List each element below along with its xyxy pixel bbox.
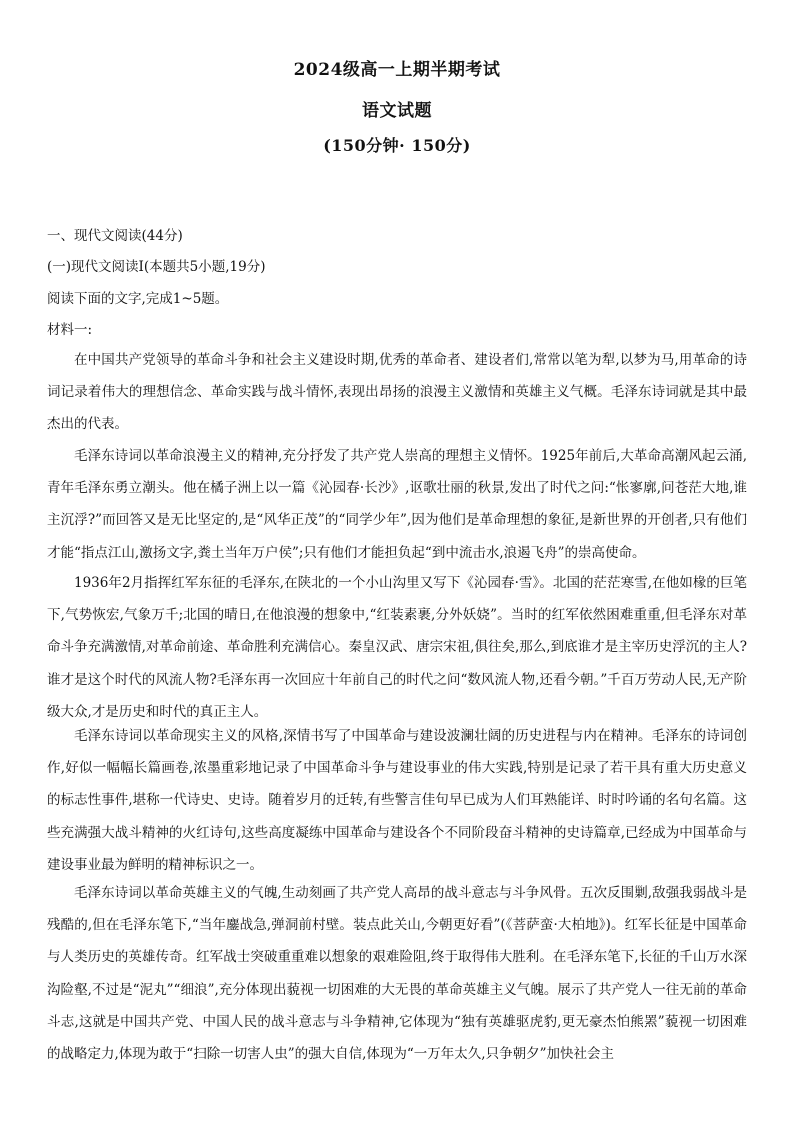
time-score-line: (150分钟· 150分): [323, 136, 471, 155]
sub-section-heading: (一)现代文阅读Ⅰ(本题共5小题,19分): [47, 259, 266, 275]
material-label: 材料一:: [47, 322, 93, 338]
paragraph-1: 在中国共产党领导的革命斗争和社会主义建设时期,优秀的革命者、建设者们,常常以笔为犁,以梦为马,用革命的诗词记录着伟大的理想信念、革命实践与战斗情怀,表现出昂扬的浪漫主义激情和英雄主义气概。毛泽东诗词就是其中最杰出的代表。: [47, 352, 747, 433]
paragraph-4: 毛泽东诗词以革命现实主义的风格,深情书写了中国革命与建设波澜壮阔的历史进程与内在精神。毛泽东的诗词创作,好似一幅幅长篇画卷,浓墨重彩地记录了中国革命斗争与建设事业的伟大实践,特别是记录了若干具有重大历史意义的标志性事件,堪称一代诗史、史诗。随着岁月的迁转,有些警言佳句早已成为人们耳熟能详、时时吟诵的名句名篇。这些充满强大战斗精神的火红诗句,这些高度凝练中国革命与建设各个不同阶段奋斗精神的史诗篇章,已经成为中国革命与建设事业最为鲜明的精神标识之一。: [47, 728, 747, 873]
section-heading: 一、现代文阅读(44分): [47, 228, 183, 244]
reading-instruction: 阅读下面的文字,完成1~5题。: [47, 291, 229, 307]
paragraph-5: 毛泽东诗词以革命英雄主义的气魄,生动刻画了共产党人高昂的战斗意志与斗争风骨。五次反围剿,敌强我弱战斗是残酷的,但在毛泽东笔下,“当年鏖战急,弹洞前村壁。装点此关山,今朝更好看”(《菩萨蛮·大柏地》)。红军长征是中国革命与人类历史的英雄传奇。红军战士突破重重难以想象的艰难险阻,终于取得伟大胜利。在毛泽东笔下,长征的千山万水深沟险壑,不过是“泥丸”“细浪”,充分体现出藐视一切困难的大无畏的革命英雄主义气魄。展示了共产党人一往无前的革命斗志,这就是中国共产党、中国人民的战斗意志与斗争精神,它体现为“独有英雄驱虎豹,更无豪杰怕熊罴”藐视一切困难的战略定力,体现为敢于“扫除一切害人虫”的强大自信,体现为“一万年太久,只争朝夕”加快社会主: [47, 885, 747, 1063]
exam-title: 2024级高一上期半期考试: [293, 60, 501, 80]
paragraph-2: 毛泽东诗词以革命浪漫主义的精神,充分抒发了共产党人崇高的理想主义情怀。1925年前后,大革命高潮风起云涌,青年毛泽东勇立潮头。他在橘子洲上以一篇《沁园春·长沙》,讴歌壮丽的秋景,发出了时代之问:“怅寥廓,问苍茫大地,谁主沉浮?”而回答又是无比坚定的,是“风华正茂”的“同学少年”,因为他们是革命理想的象征,是新世界的开创者,只有他们才能“指点江山,激扬文字,粪土当年万户侯”;只有他们才能担负起“到中流击水,浪遏飞舟”的崇高使命。: [47, 448, 747, 561]
subject-title: 语文试题: [362, 101, 432, 121]
paragraph-3: 1936年2月指挥红军东征的毛泽东,在陕北的一个小山沟里又写下《沁园春·雪》。北国的茫茫寒雪,在他如椽的巨笔下,气势恢宏,气象万千;北国的晴日,在他浪漫的想象中,“红装素裹,分外妖娆”。当时的红军依然困难重重,但毛泽东对革命斗争充满激情,对革命前途、革命胜利充满信心。秦皇汉武、唐宗宋祖,俱往矣,那么,到底谁才是主宰历史浮沉的主人?谁才是这个时代的风流人物?毛泽东再一次回应十年前自己的时代之问“数风流人物,还看今朝。”千百万劳动人民,无产阶级大众,才是历史和时代的真正主人。: [47, 575, 747, 720]
